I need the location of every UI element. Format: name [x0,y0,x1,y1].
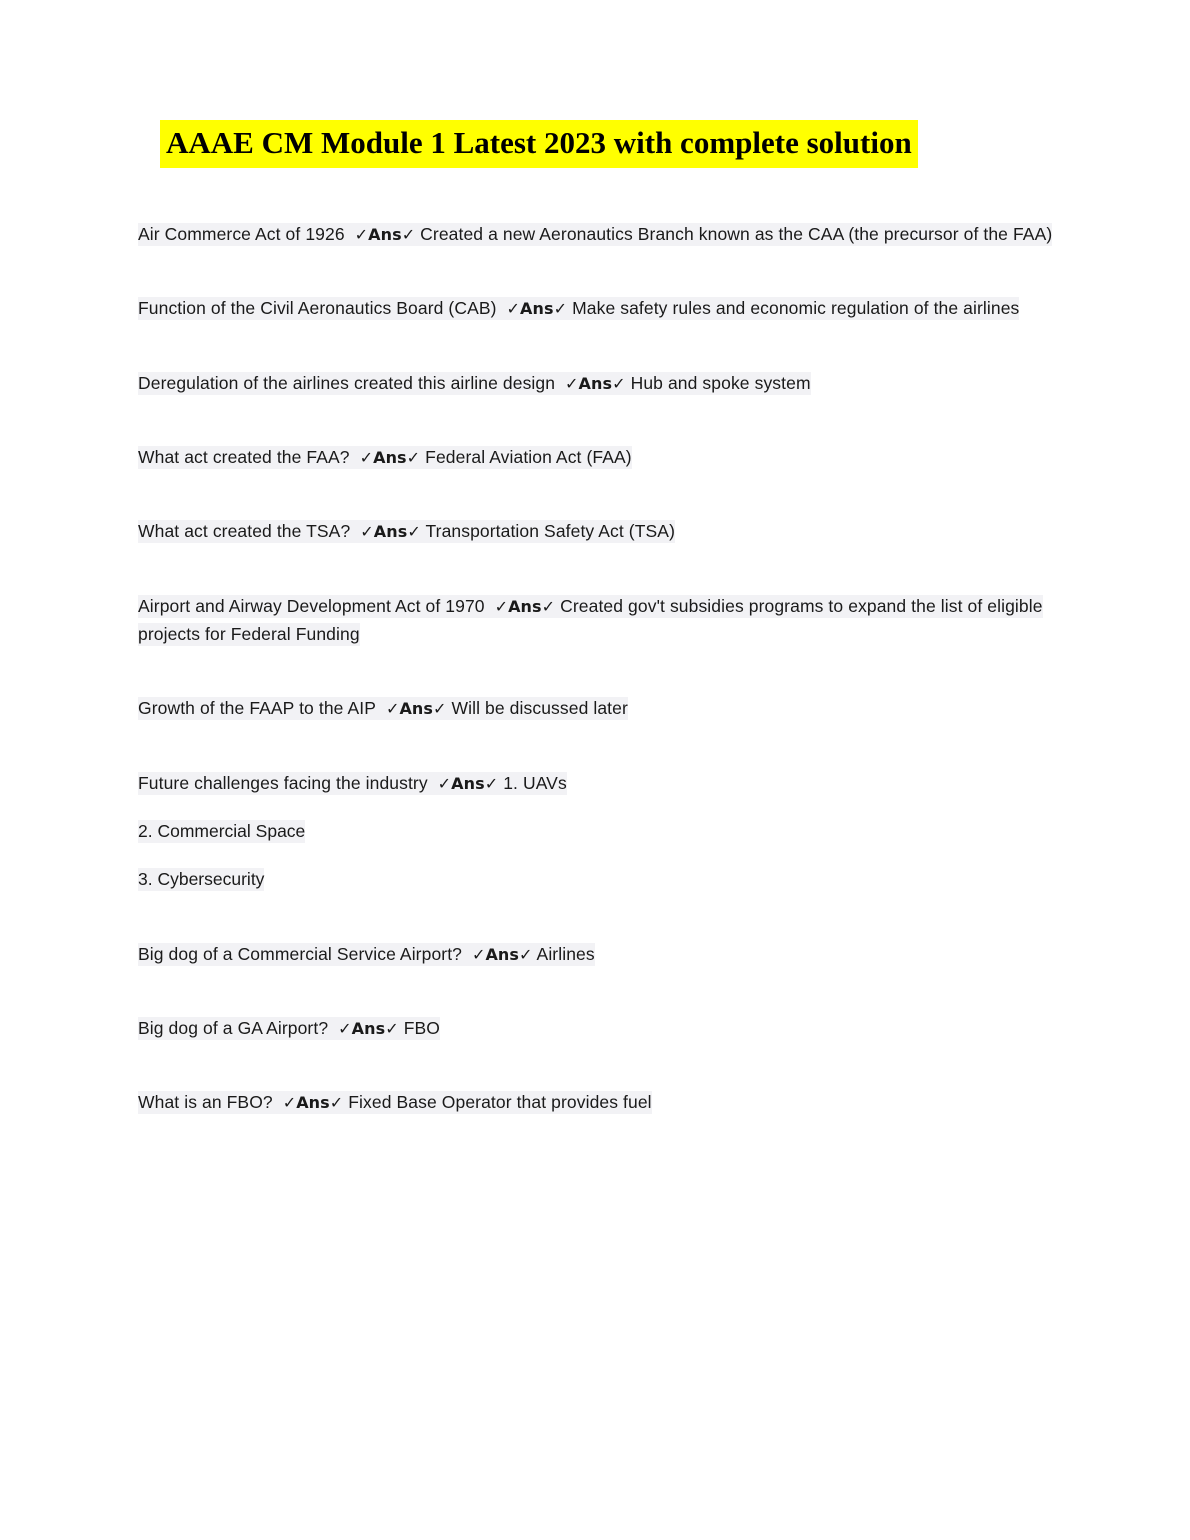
qa-line [138,592,1053,649]
document-body [138,120,1053,1117]
qa-line [138,1014,1053,1042]
qa-item [138,220,1053,248]
qa-highlight [138,446,632,469]
answer-text: Will be discussed later [451,698,628,719]
qa-line [138,1088,1053,1116]
answer-text: Hub and spoke system [630,372,811,393]
answer-extra-line [138,817,1053,845]
qa-highlight [138,943,595,966]
qa-highlight [138,1091,652,1114]
answer-marker: ✓Ans✓ [354,224,416,244]
qa-item [138,694,1053,722]
qa-highlight [138,297,1019,320]
answer-extra-line [138,865,1053,893]
question-text: Function of the Civil Aeronautics Board (CAB) [138,298,497,319]
qa-item [138,940,1053,968]
qa-item [138,517,1053,545]
answer-text: Make safety rules and economic regulation of the airlines [572,298,1020,319]
answer-marker: ✓Ans✓ [360,522,421,542]
question-text: What is an FBO? [138,1092,273,1113]
answer-marker: ✓Ans✓ [282,1093,344,1113]
qa-item [138,769,1053,894]
answer-marker: ✓Ans✓ [471,944,533,964]
question-text: What act created the TSA? [138,521,351,542]
qa-highlight [138,1017,440,1040]
answer-extra-highlight: 2. Commercial Space [138,820,306,841]
qa-item [138,294,1053,322]
qa-line [138,443,1053,471]
qa-line [138,517,1053,545]
answer-text: Created gov't subsidies programs to expand the list of eligible projects for Federal Funding [138,595,1043,644]
answer-extra-highlight: 3. Cybersecurity [138,869,265,890]
qa-line [138,220,1053,248]
qa-list [138,220,1053,1117]
answer-marker: ✓Ans✓ [359,447,421,467]
qa-line [138,294,1053,322]
qa-line [138,940,1053,968]
answer-marker: ✓Ans✓ [385,699,447,719]
answer-text: Federal Aviation Act (FAA) [425,446,632,467]
answer-marker: ✓Ans✓ [506,299,568,319]
answer-marker: ✓Ans✓ [494,596,556,616]
qa-highlight [138,372,811,395]
qa-line [138,769,1053,797]
qa-item [138,1088,1053,1116]
question-text: Growth of the FAAP to the AIP [138,698,376,719]
qa-item [138,592,1053,649]
answer-text: FBO [403,1017,440,1038]
answer-text: Fixed Base Operator that provides fuel [348,1092,652,1113]
qa-highlight [138,520,675,543]
qa-item [138,1014,1053,1042]
answer-marker: ✓Ans✓ [437,773,499,793]
answer-marker: ✓Ans✓ [565,373,626,393]
qa-highlight [138,772,567,795]
qa-item [138,369,1053,397]
question-text: Air Commerce Act of 1926 [138,223,345,244]
answer-marker: ✓Ans✓ [338,1018,399,1038]
qa-highlight [138,223,1052,246]
qa-item [138,443,1053,471]
question-text: Big dog of a GA Airport? [138,1017,329,1038]
answer-text: Created a new Aeronautics Branch known as the CAA (the precursor of the FAA) [420,223,1053,244]
answer-text: 1. UAVs [503,772,567,793]
question-text: Deregulation of the airlines created this airline design [138,372,556,393]
answer-text: Transportation Safety Act (TSA) [425,521,675,542]
question-text: Future challenges facing the industry [138,772,428,793]
qa-highlight [138,697,628,720]
question-text: Airport and Airway Development Act of 1970 [138,595,485,616]
qa-line [138,369,1053,397]
page-title: AAAE CM Module 1 Latest 2023 with complete solution [160,120,918,168]
qa-highlight [138,595,1043,646]
qa-line [138,694,1053,722]
answer-text: Airlines [536,943,595,964]
question-text: Big dog of a Commercial Service Airport? [138,943,462,964]
question-text: What act created the FAA? [138,446,350,467]
